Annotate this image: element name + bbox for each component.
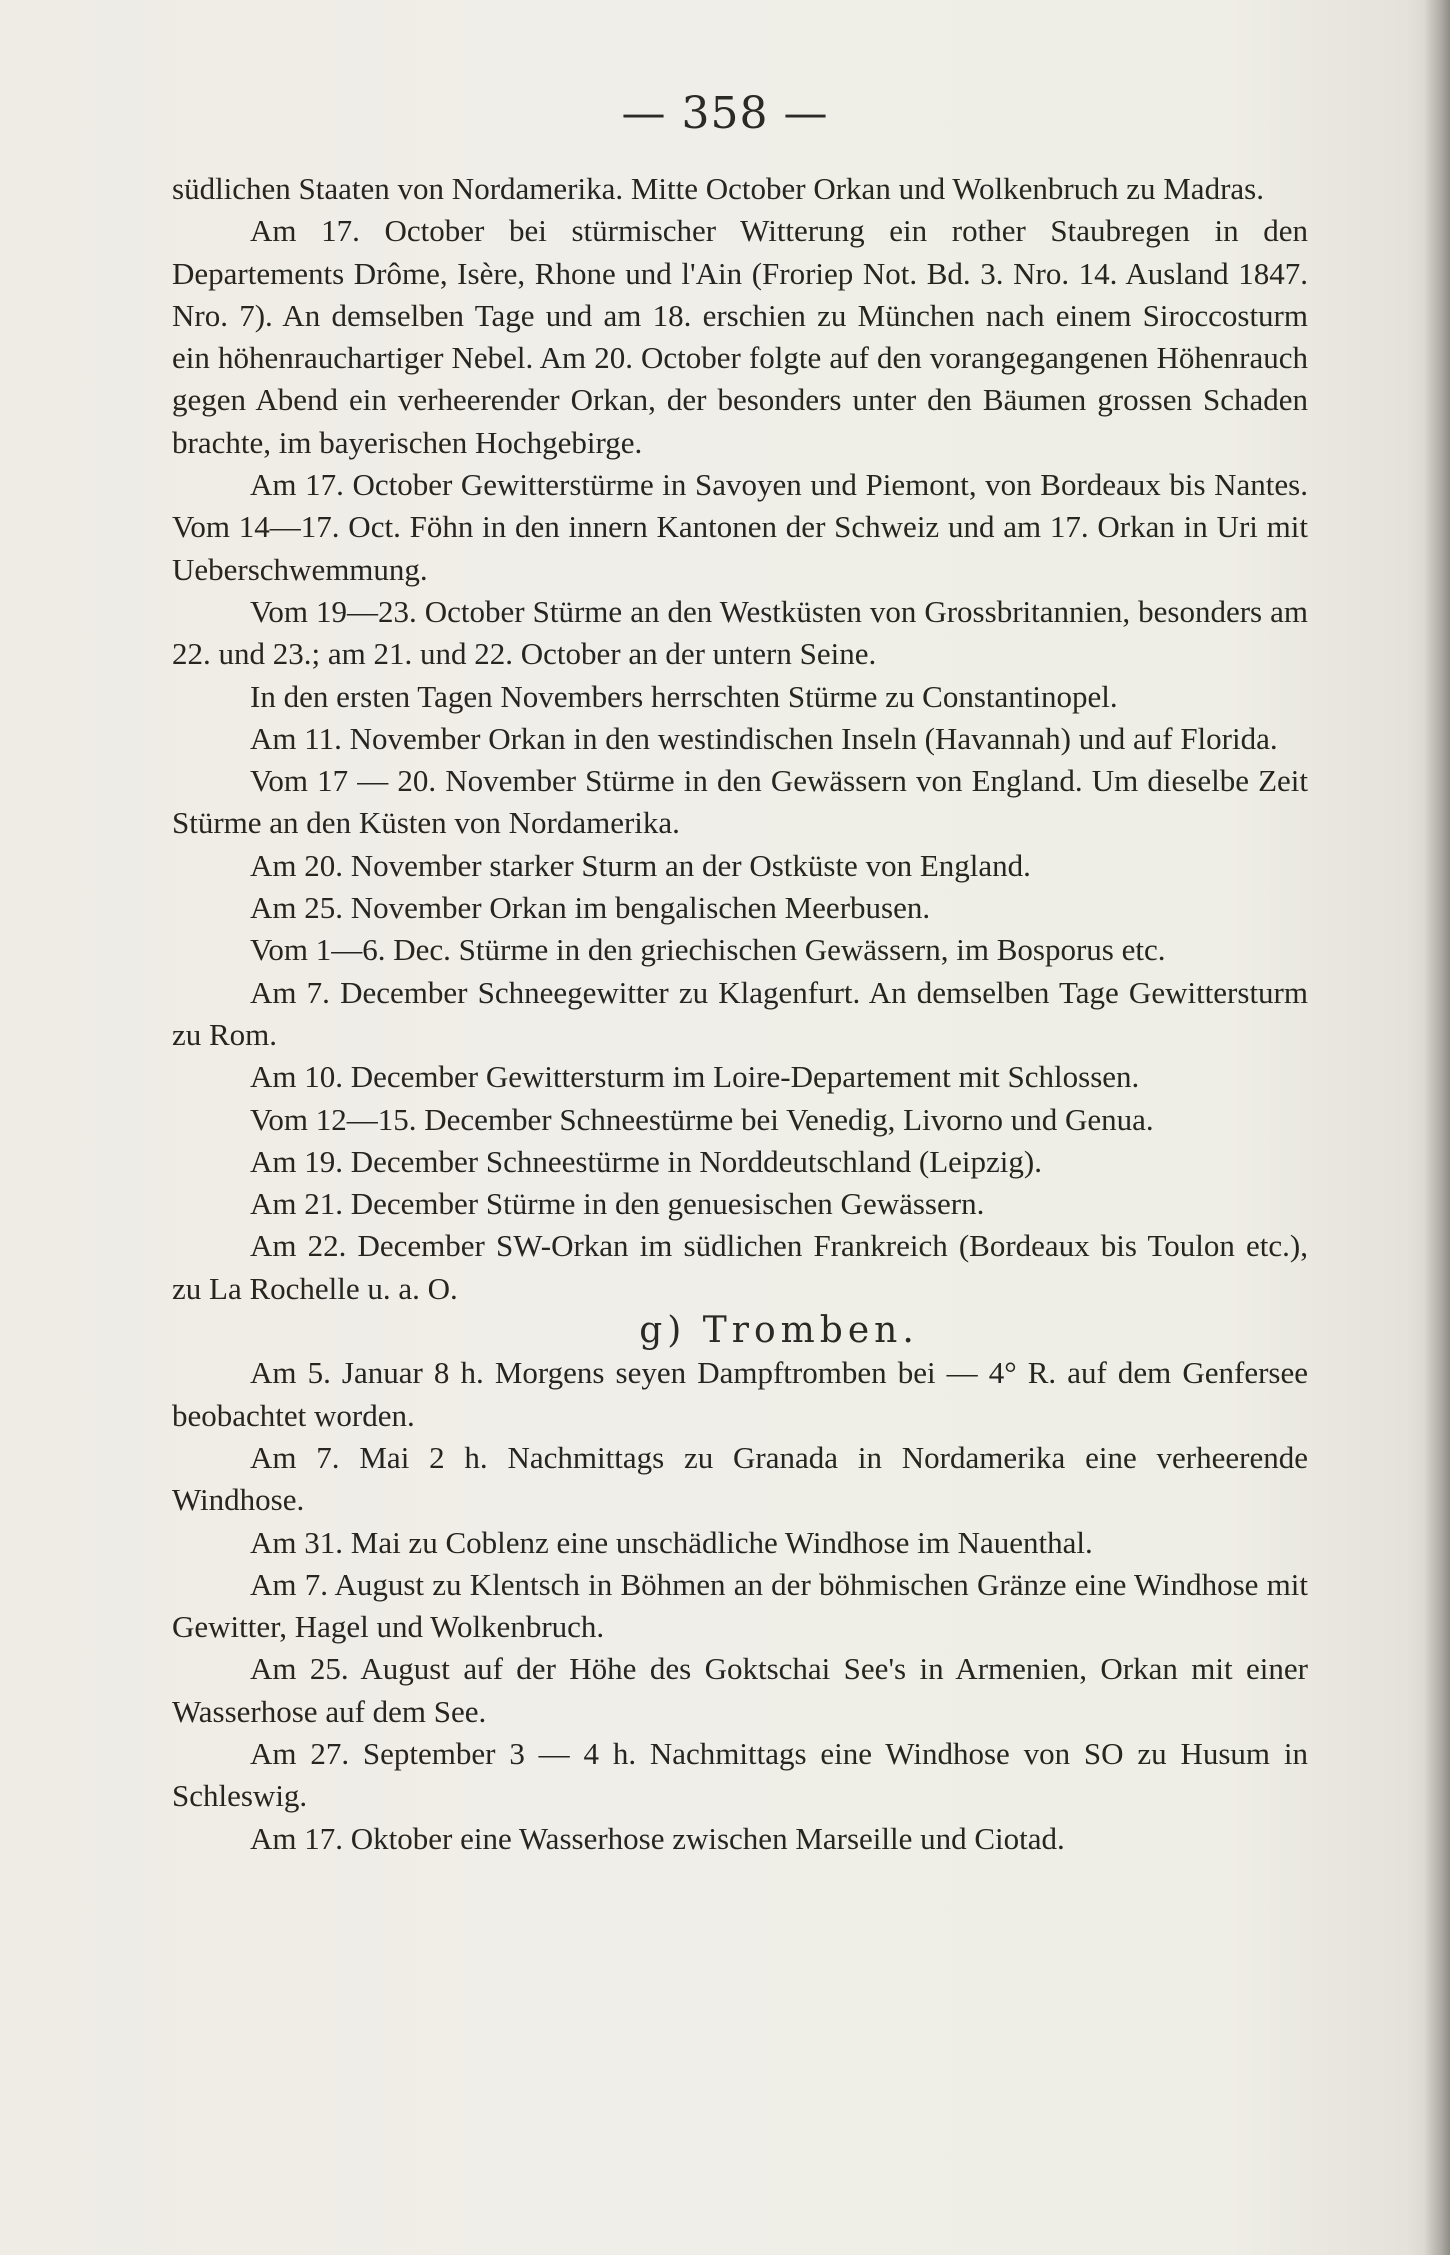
- paragraph: Am 17. October bei stürmischer Witterung ein rother Staubregen in den Departements Drôme, Isère, Rhone und l'Ain (Froriep Not. Bd. 3. Nro. 14. Ausland 1847. Nro. 7). An demselben Tage und am 18. erschien zu München nach einem Siroccosturm ein höhenrauchartiger Nebel. Am 20. October folgte auf den vorangegangenen Höhenrauch gegen Abend ein verheerender Orkan, der besonders unter den Bäumen grossen Schaden brachte, im bayerischen Hochgebirge.: [172, 213, 1308, 460]
- paragraph: Am 17. Oktober eine Wasserhose zwischen Marseille und Ciotad.: [250, 1820, 1065, 1856]
- body-text: [172, 168, 1308, 1860]
- paragraph: In den ersten Tagen Novembers herrschten Stürme zu Constantinopel.: [250, 678, 1118, 714]
- paragraph: Am 7. August zu Klentsch in Böhmen an der böhmischen Gränze eine Windhose mit Gewitter, Hagel und Wolkenbruch.: [172, 1566, 1308, 1645]
- paragraph: Am 31. Mai zu Coblenz eine unschädliche Windhose im Nauenthal.: [250, 1524, 1093, 1560]
- paragraph: Am 20. November starker Sturm an der Ostküste von England.: [250, 847, 1031, 883]
- paragraph: Am 10. December Gewittersturm im Loire-Departement mit Schlossen.: [250, 1059, 1140, 1095]
- section-heading: g) Tromben.: [639, 1310, 919, 1352]
- page-number: — 358 —: [621, 88, 829, 139]
- paragraph: Am 19. December Schneestürme in Norddeutschland (Leipzig).: [250, 1143, 1042, 1179]
- paragraph: Am 5. Januar 8 h. Morgens seyen Dampftromben bei — 4° R. auf dem Genfersee beobachtet worden.: [172, 1355, 1308, 1433]
- paragraph: Am 21. December Stürme in den genuesischen Gewässern.: [250, 1186, 985, 1222]
- paragraph: Am 27. September 3 — 4 h. Nachmittags eine Windhose von SO zu Husum in Schleswig.: [172, 1735, 1308, 1814]
- paragraph: Vom 1—6. Dec. Stürme in den griechischen Gewässern, im Bosporus etc.: [250, 932, 1166, 968]
- paragraph: Am 22. December SW-Orkan im südlichen Frankreich (Bordeaux bis Toulon etc.), zu La Rochelle u. a. O.: [172, 1228, 1308, 1306]
- paragraph: Am 7. Mai 2 h. Nachmittags zu Granada in Nordamerika eine verheerende Windhose.: [172, 1439, 1308, 1518]
- paragraph: Am 17. October Gewitterstürme in Savoyen und Piemont, von Bordeaux bis Nantes. Vom 14—17. Oct. Föhn in den innern Kantonen der Schweiz und am 17. Orkan in Uri mit Ueberschwemmung.: [172, 467, 1308, 587]
- paragraph: Am 7. December Schneegewitter zu Klagenfurt. An demselben Tage Gewittersturm zu Rom.: [172, 974, 1308, 1052]
- paragraph: Am 25. November Orkan im bengalischen Meerbusen.: [250, 890, 931, 926]
- page-edge-shadow: [1424, 0, 1450, 2255]
- paragraph: Vom 12—15. December Schneestürme bei Venedig, Livorno und Genua.: [250, 1101, 1154, 1137]
- paragraph: Vom 17 — 20. November Stürme in den Gewässern von England. Um dieselbe Zeit Stürme an den Küsten von Nordamerika.: [172, 763, 1308, 841]
- paragraph: Vom 19—23. October Stürme an den Westküsten von Grossbritannien, besonders am 22. und 23.; am 21. und 22. October an der untern Seine.: [172, 593, 1308, 672]
- paragraph: südlichen Staaten von Nordamerika. Mitte October Orkan und Wolkenbruch zu Madras.: [172, 171, 1264, 206]
- paragraph: Am 11. November Orkan in den westindischen Inseln (Havannah) und auf Florida.: [250, 720, 1278, 756]
- paragraph: Am 25. August auf der Höhe des Goktschai See's in Armenien, Orkan mit einer Wasserhose auf dem See.: [172, 1651, 1308, 1729]
